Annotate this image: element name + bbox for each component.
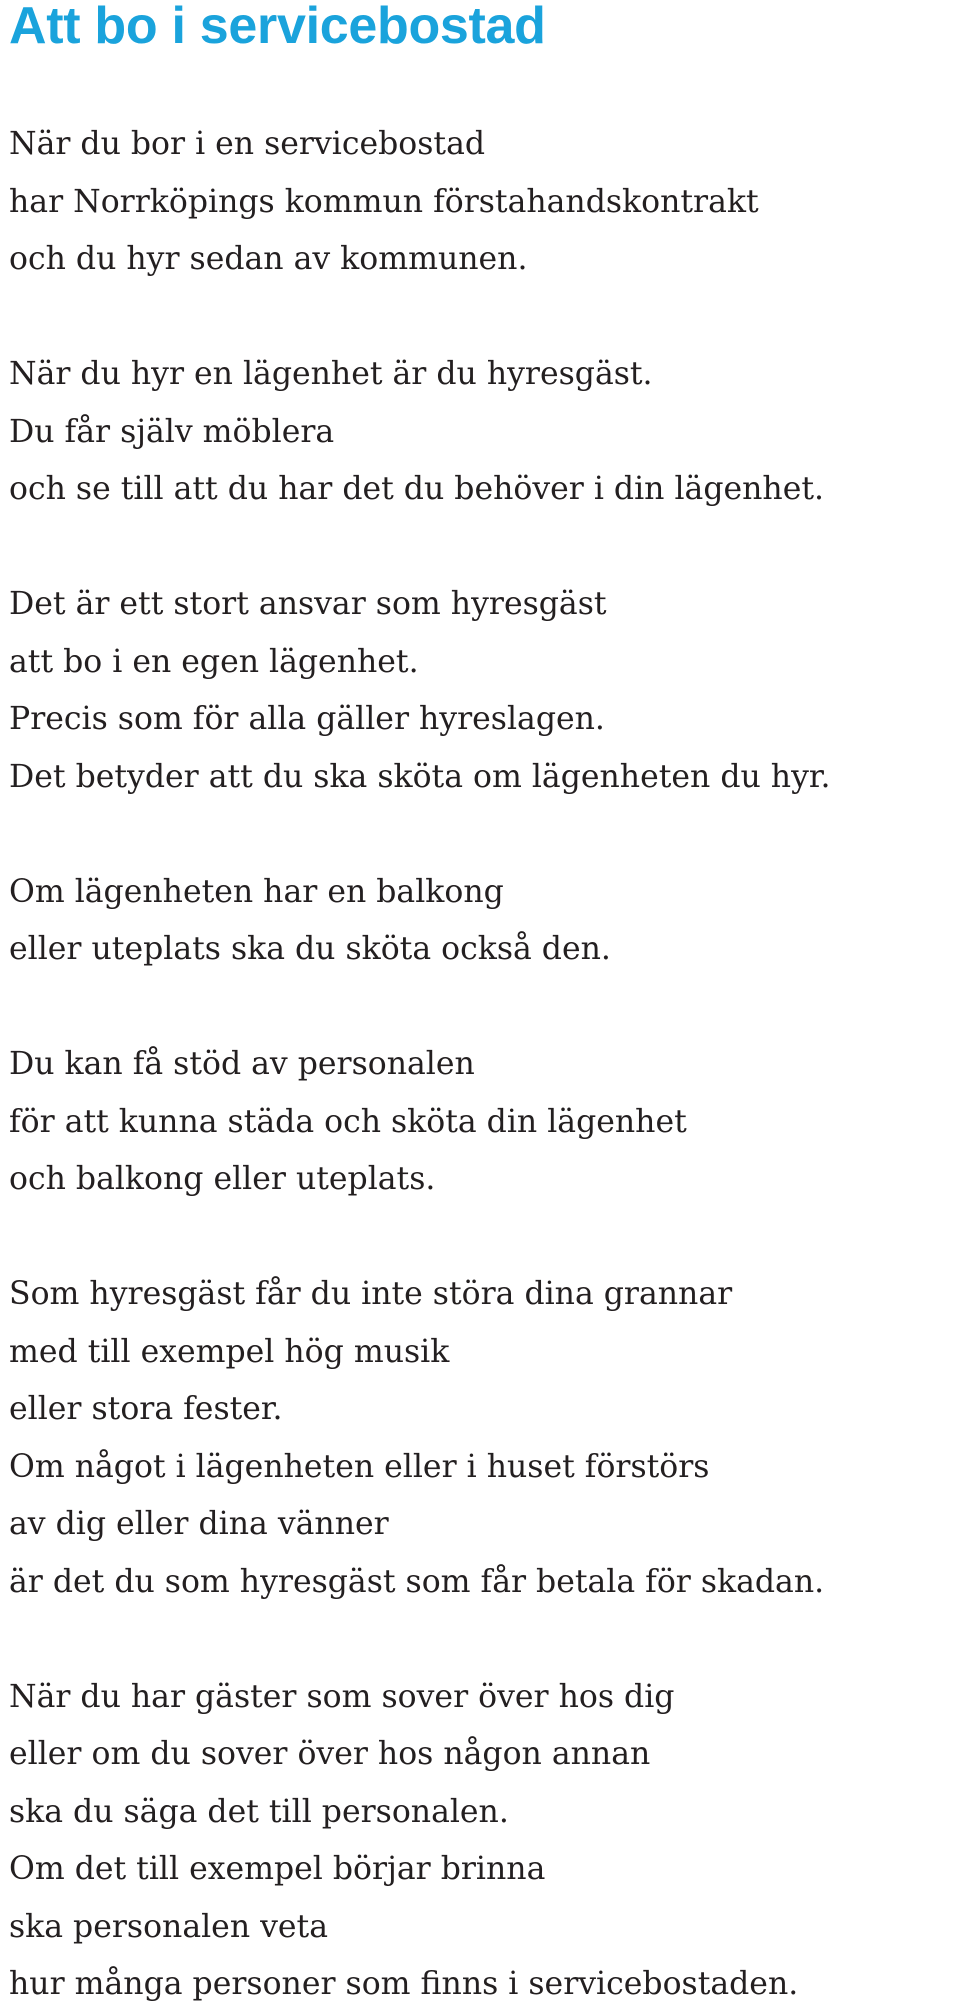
- paragraph: [9, 1036, 954, 1209]
- paragraph: [9, 1669, 954, 2014]
- text-line: eller om du sover över hos någon annan: [9, 1736, 651, 1772]
- paragraph: [9, 346, 954, 519]
- text-line: Precis som för alla gäller hyreslagen.: [9, 701, 605, 737]
- paragraph: [9, 116, 954, 289]
- text-line: ska personalen veta: [9, 1908, 328, 1945]
- text-line: eller stora fester.: [9, 1391, 283, 1427]
- text-line: Du kan få stöd av personalen: [9, 1046, 475, 1082]
- text-line: Du får själv möblera: [9, 413, 335, 450]
- text-line: och balkong eller uteplats.: [9, 1161, 436, 1197]
- text-line: Som hyresgäst får du inte störa dina grannar: [9, 1276, 733, 1312]
- text-line: med till exempel hög musik: [9, 1333, 450, 1370]
- text-line: Om lägenheten har en balkong: [9, 873, 504, 910]
- text-line: Om det till exempel börjar brinna: [9, 1851, 546, 1887]
- text-line: Om något i lägenheten eller i huset förstörs: [9, 1448, 710, 1485]
- text-line: är det du som hyresgäst som får betala för skadan.: [9, 1563, 825, 1600]
- text-line: av dig eller dina vänner: [9, 1506, 389, 1542]
- text-line: eller uteplats ska du sköta också den.: [9, 931, 611, 967]
- text-line: ska du säga det till personalen.: [9, 1793, 509, 1830]
- text-line: När du bor i en servicebostad: [9, 126, 486, 162]
- text-line: har Norrköpings kommun förstahandskontrakt: [9, 183, 759, 220]
- text-line: att bo i en egen lägenhet.: [9, 643, 419, 680]
- text-line: hur många personer som finns i servicebostaden.: [9, 1966, 799, 2002]
- text-line: När du har gäster som sover över hos dig: [9, 1678, 675, 1715]
- text-line: för att kunna städa och sköta din lägenhet: [9, 1103, 687, 1140]
- paragraph: [9, 1266, 954, 1611]
- text-line: När du hyr en lägenhet är du hyresgäst.: [9, 356, 653, 392]
- text-line: Det är ett stort ansvar som hyresgäst: [9, 586, 607, 622]
- text-line: och se till att du har det du behöver i din lägenhet.: [9, 471, 825, 507]
- paragraph: [9, 864, 954, 979]
- text-line: Det betyder att du ska sköta om lägenheten du hyr.: [9, 758, 831, 795]
- text-line: och du hyr sedan av kommunen.: [9, 241, 528, 277]
- page-title: Att bo i servicebostad: [9, 0, 546, 55]
- body-text: [9, 116, 954, 2014]
- paragraph: [9, 576, 954, 806]
